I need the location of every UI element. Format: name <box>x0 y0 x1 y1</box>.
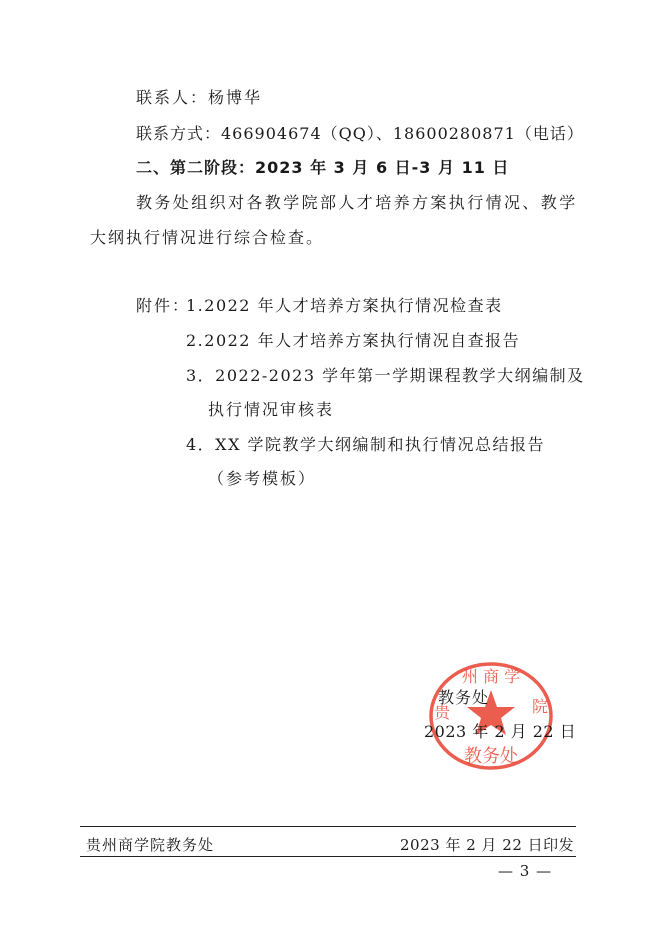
seal-left-text: 贵 <box>433 703 451 722</box>
attachment-item-1: 1.2022 年人才培养方案执行情况检查表 <box>186 296 503 315</box>
attachment-item-4-cont: （参考模板） <box>208 469 317 488</box>
seal-top-text: 州 商 学 <box>461 667 521 686</box>
signature-org: 教务处 <box>438 688 490 707</box>
phase2-text-line2: 大纲执行情况进行综合检查。 <box>90 228 325 247</box>
footer-bottom-rule <box>80 856 576 857</box>
signature-date: 2023 年 2 月 22 日 <box>424 722 577 741</box>
attachment-item-2: 2.2022 年人才培养方案执行情况自查报告 <box>186 331 521 350</box>
phase2-heading: 二、第二阶段：2023 年 3 月 6 日-3 月 11 日 <box>136 158 510 177</box>
phase2-text-line1: 教务处组织对各教学院部人才培养方案执行情况、教学 <box>136 193 578 212</box>
attachment-item-3-cont: 执行情况审核表 <box>208 400 335 419</box>
footer-issuer: 贵州商学院教务处 <box>86 836 215 854</box>
official-seal-icon <box>426 660 556 772</box>
seal-bottom-text: 教务处 <box>464 746 518 767</box>
attachment-item-4: 4．XX 学院教学大纲编制和执行情况总结报告 <box>186 435 546 454</box>
seal-right-text: 院 <box>531 697 549 716</box>
contact-method: 联系方式：466904674（QQ）、18600280871（电话） <box>136 124 584 143</box>
attachments-label: 附件： <box>136 296 191 315</box>
footer-print-date: 2023 年 2 月 22 日印发 <box>400 836 575 854</box>
footer-top-rule <box>80 826 576 827</box>
page-number: — 3 — <box>498 862 553 880</box>
contact-person: 联系人：杨博华 <box>136 88 263 107</box>
attachment-item-3: 3．2022-2023 学年第一学期课程教学大纲编制及 <box>186 366 585 385</box>
